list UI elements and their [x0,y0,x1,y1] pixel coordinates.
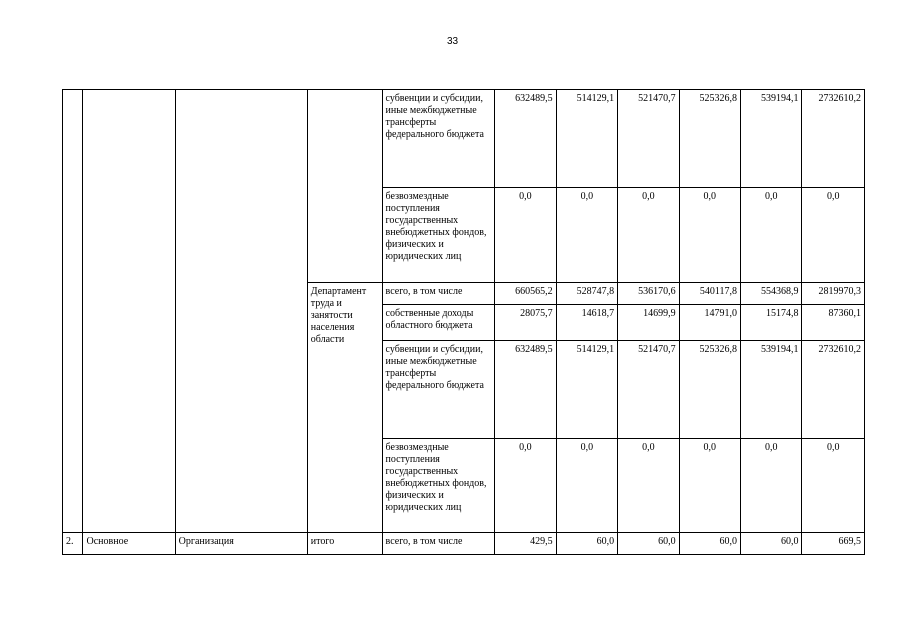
value-cell: 554368,9 [741,283,802,305]
value-cell: 0,0 [802,188,865,283]
department-name: Департамент труда и занятости населения области [307,283,382,533]
value-cell: 0,0 [556,188,617,283]
value-cell: 14618,7 [556,305,617,341]
row-label: субвенции и субсидии, иные межбюджетные трансферты федерального бюджета [382,341,495,439]
row-label: всего, в том числе [382,283,495,305]
item-kind: итого [307,533,382,555]
value-cell: 14791,0 [679,305,740,341]
value-cell: 60,0 [679,533,740,555]
row-label: собственные доходы областного бюджета [382,305,495,341]
value-cell: 0,0 [495,439,556,533]
value-cell: 514129,1 [556,341,617,439]
budget-table [62,89,865,555]
table-row [63,90,865,188]
value-cell: 15174,8 [741,305,802,341]
value-cell: 60,0 [618,533,679,555]
value-cell: 60,0 [741,533,802,555]
value-cell: 2732610,2 [802,90,865,188]
row-label: безвозмездные поступления государственных внебюджетных фондов, физических и юридических лиц [382,439,495,533]
value-cell: 0,0 [741,439,802,533]
col-number-cell [63,90,83,533]
value-cell: 536170,6 [618,283,679,305]
value-cell: 525326,8 [679,90,740,188]
value-cell: 2732610,2 [802,341,865,439]
row-label: всего, в том числе [382,533,495,555]
value-cell: 632489,5 [495,90,556,188]
value-cell: 540117,8 [679,283,740,305]
value-cell: 0,0 [802,439,865,533]
table-row [63,533,865,555]
col-type-cell [83,90,175,533]
value-cell: 525326,8 [679,341,740,439]
col-executor-cell [307,90,382,283]
item-number: 2. [63,533,83,555]
value-cell: 429,5 [495,533,556,555]
value-cell: 87360,1 [802,305,865,341]
row-label: субвенции и субсидии, иные межбюджетные трансферты федерального бюджета [382,90,495,188]
value-cell: 0,0 [556,439,617,533]
value-cell: 528747,8 [556,283,617,305]
value-cell: 521470,7 [618,90,679,188]
value-cell: 0,0 [679,188,740,283]
item-org: Организация [175,533,307,555]
row-label: безвозмездные поступления государственных внебюджетных фондов, физических и юридических лиц [382,188,495,283]
value-cell: 0,0 [679,439,740,533]
item-type: Основное [83,533,175,555]
value-cell: 669,5 [802,533,865,555]
value-cell: 14699,9 [618,305,679,341]
value-cell: 521470,7 [618,341,679,439]
page-number: 33 [446,36,459,47]
value-cell: 0,0 [741,188,802,283]
value-cell: 632489,5 [495,341,556,439]
value-cell: 539194,1 [741,90,802,188]
value-cell: 60,0 [556,533,617,555]
value-cell: 0,0 [618,188,679,283]
value-cell: 0,0 [495,188,556,283]
value-cell: 539194,1 [741,341,802,439]
value-cell: 0,0 [618,439,679,533]
value-cell: 28075,7 [495,305,556,341]
value-cell: 514129,1 [556,90,617,188]
col-name-cell [175,90,307,533]
value-cell: 660565,2 [495,283,556,305]
value-cell: 2819970,3 [802,283,865,305]
